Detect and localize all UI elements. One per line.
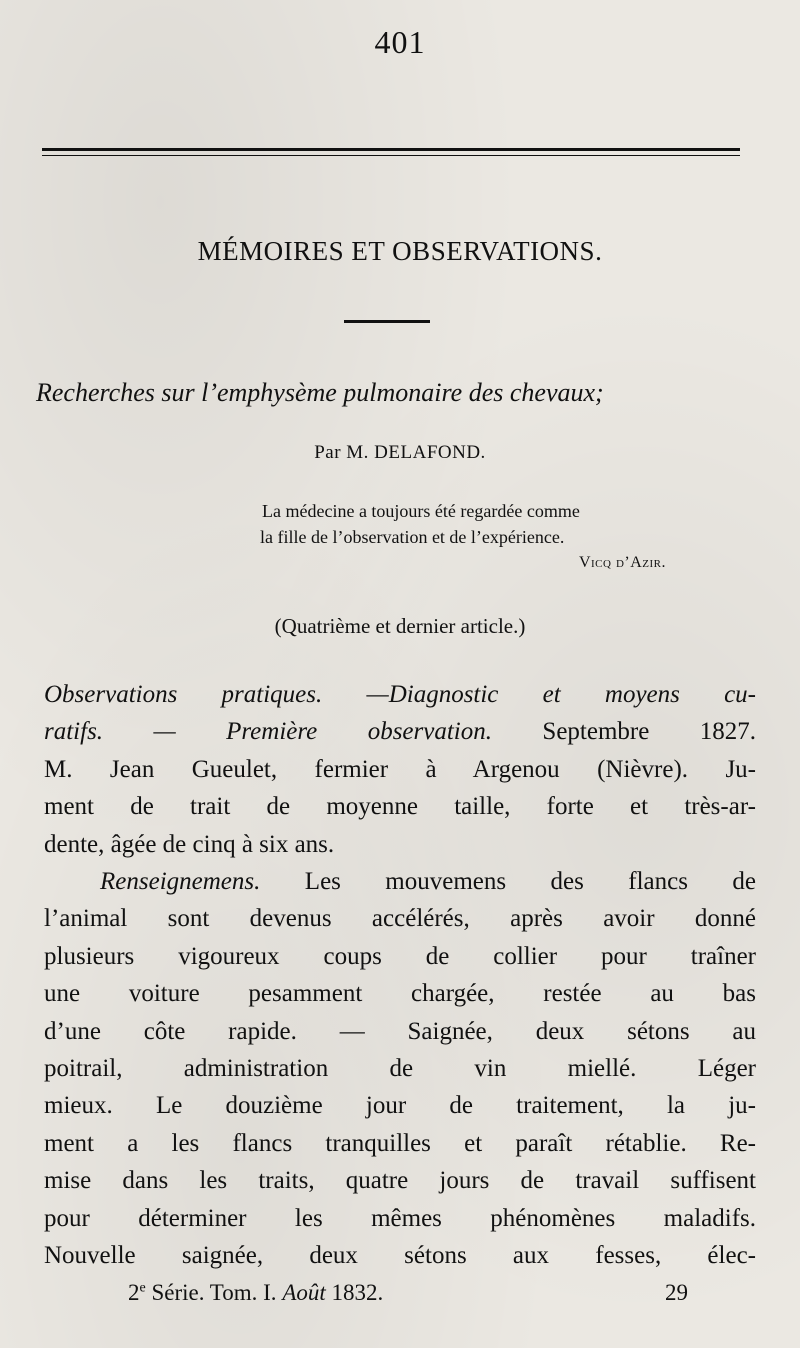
body-text-run: ment de trait de moyenne taille, forte et très-ar- xyxy=(44,793,756,821)
section-title: MÉMOIRES ET OBSERVATIONS. xyxy=(197,236,603,266)
body-line xyxy=(44,676,756,713)
body-text-run: Nouvelle saignée, deux sétons aux fesses, élec- xyxy=(44,1242,756,1270)
body-italic-run: ratifs. — Première observation. xyxy=(44,718,492,746)
body-italic-run: Renseignemens. xyxy=(100,868,261,896)
body-text-run: dente, âgée de cinq à six ans. xyxy=(44,830,335,858)
footer-series-number: 2 xyxy=(128,1280,140,1305)
body-line xyxy=(44,1200,756,1237)
body-text-run: mise dans les traits, quatre jours de travail suffisent xyxy=(44,1167,756,1195)
body-text-run: pour déterminer les mêmes phénomènes maladifs. xyxy=(44,1204,756,1232)
epigraph-line-2: la fille de l’observation et de l’expérience. xyxy=(260,527,565,547)
body-line xyxy=(44,713,756,750)
body-line xyxy=(44,788,756,825)
body-text-run: d’une côte rapide. — Saignée, deux sétons au xyxy=(44,1017,756,1045)
footer-year: 1832. xyxy=(325,1280,384,1305)
page-footer xyxy=(128,1280,688,1306)
body-text-run: l’animal sont devenus accélérés, après avoir donné xyxy=(44,905,756,933)
body-text-run: mieux. Le douzième jour de traitement, la ju- xyxy=(44,1092,756,1120)
header-double-rule xyxy=(42,148,740,156)
body-line xyxy=(44,900,756,937)
body-line xyxy=(44,863,756,900)
footer-series xyxy=(128,1280,383,1306)
body-text-run: plusieurs vigoureux coups de collier pour traîner xyxy=(44,942,756,970)
body-line xyxy=(44,751,756,788)
body-line xyxy=(44,826,756,863)
footer-series-sup: e xyxy=(139,1280,146,1296)
epigraph xyxy=(262,498,732,576)
footer-series-text: Série. Tom. I. xyxy=(145,1280,283,1305)
author-byline: Par M. DELAFOND. xyxy=(314,442,486,463)
epigraph-line-1: La médecine a toujours été regardée comme xyxy=(262,501,580,521)
page-number: 401 xyxy=(374,24,426,60)
footer-month: Août xyxy=(282,1280,326,1305)
article-part-subtitle: (Quatrième et dernier article.) xyxy=(274,614,526,638)
body-line xyxy=(44,1013,756,1050)
body-text-run: une voiture pesamment chargée, restée au bas xyxy=(44,980,756,1008)
footer-signature: 29 xyxy=(665,1280,688,1305)
section-divider-rule xyxy=(344,320,430,323)
body-line xyxy=(44,938,756,975)
body-text-run: ment a les flancs tranquilles et paraît rétablie. Re- xyxy=(44,1129,756,1157)
body-italic-run: Observations pratiques. —Diagnostic et moyens cu- xyxy=(44,681,756,708)
article-title: Recherches sur l’emphysème pulmonaire des chevaux; xyxy=(36,378,604,407)
body-line xyxy=(44,1162,756,1199)
body-line xyxy=(44,1087,756,1124)
body-text-run: Les mouvemens des flancs de xyxy=(260,868,756,896)
body-line xyxy=(44,1237,756,1274)
body-text xyxy=(44,676,756,1275)
body-text-run: Septembre 1827. xyxy=(492,718,756,746)
body-line xyxy=(44,1050,756,1087)
epigraph-source: Vicq d’Azir. xyxy=(578,554,666,571)
body-text-run: M. Jean Gueulet, fermier à Argenou (Nièvre). Ju- xyxy=(44,755,756,783)
body-line xyxy=(44,1125,756,1162)
body-line xyxy=(44,975,756,1012)
body-text-run: poitrail, administration de vin miellé. Léger xyxy=(44,1055,756,1083)
